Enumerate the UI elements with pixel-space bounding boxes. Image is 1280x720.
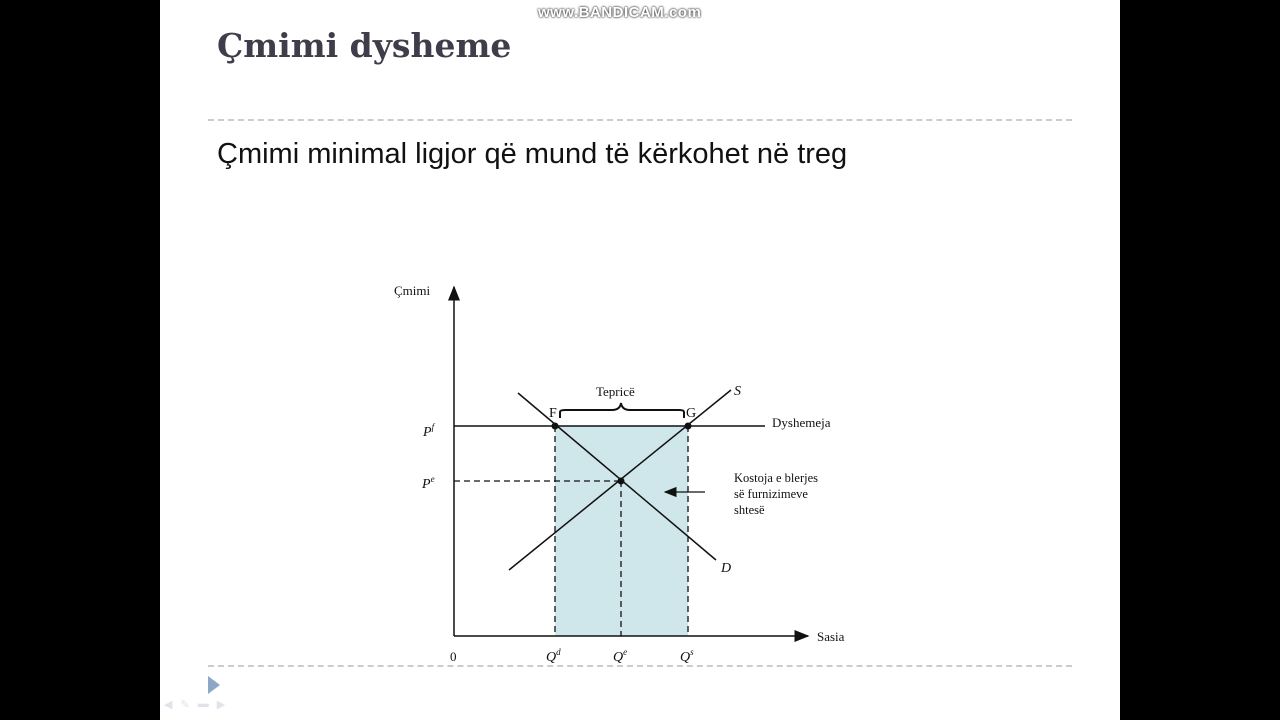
- equilibrium-dot: [618, 478, 625, 485]
- origin-label: 0: [450, 649, 457, 664]
- prev-icon[interactable]: ◀: [164, 699, 173, 711]
- point-g-dot: [685, 423, 692, 430]
- x-axis-label: Sasia: [817, 629, 845, 644]
- y-axis-label: Çmimi: [394, 283, 431, 298]
- menu-icon[interactable]: ▬: [197, 698, 209, 710]
- surplus-brace: [560, 403, 684, 418]
- point-f-dot: [552, 423, 559, 430]
- next-icon[interactable]: ▶: [216, 699, 226, 711]
- annotation-line-3: shtesë: [734, 503, 765, 517]
- slide-subtitle: Çmimi minimal ligjor që mund të kërkohet në treg: [217, 138, 848, 170]
- qs-label: $Q^s$: [680, 647, 694, 665]
- qd-label: $Q^d$: [546, 647, 561, 665]
- floor-line-label: Dyshemeja: [772, 415, 831, 430]
- demand-label: D: [721, 561, 732, 576]
- pen-icon[interactable]: ✎: [180, 699, 190, 711]
- annotation-line-2: së furnizimeve: [734, 487, 808, 501]
- pe-label: $P^e$: [422, 474, 435, 492]
- annotation-line-1: Kostoja e blerjes: [734, 471, 819, 485]
- watermark: www.BANDICAM.com: [538, 4, 702, 21]
- point-f-label: F: [549, 406, 557, 421]
- slide-title: Çmimi dysheme: [217, 26, 512, 65]
- point-g-label: G: [686, 406, 697, 421]
- supply-label: S: [734, 384, 741, 399]
- pf-label: $P^f$: [423, 422, 435, 440]
- qe-label: $Q^e$: [613, 647, 628, 665]
- surplus-label: Tepricë: [596, 384, 635, 399]
